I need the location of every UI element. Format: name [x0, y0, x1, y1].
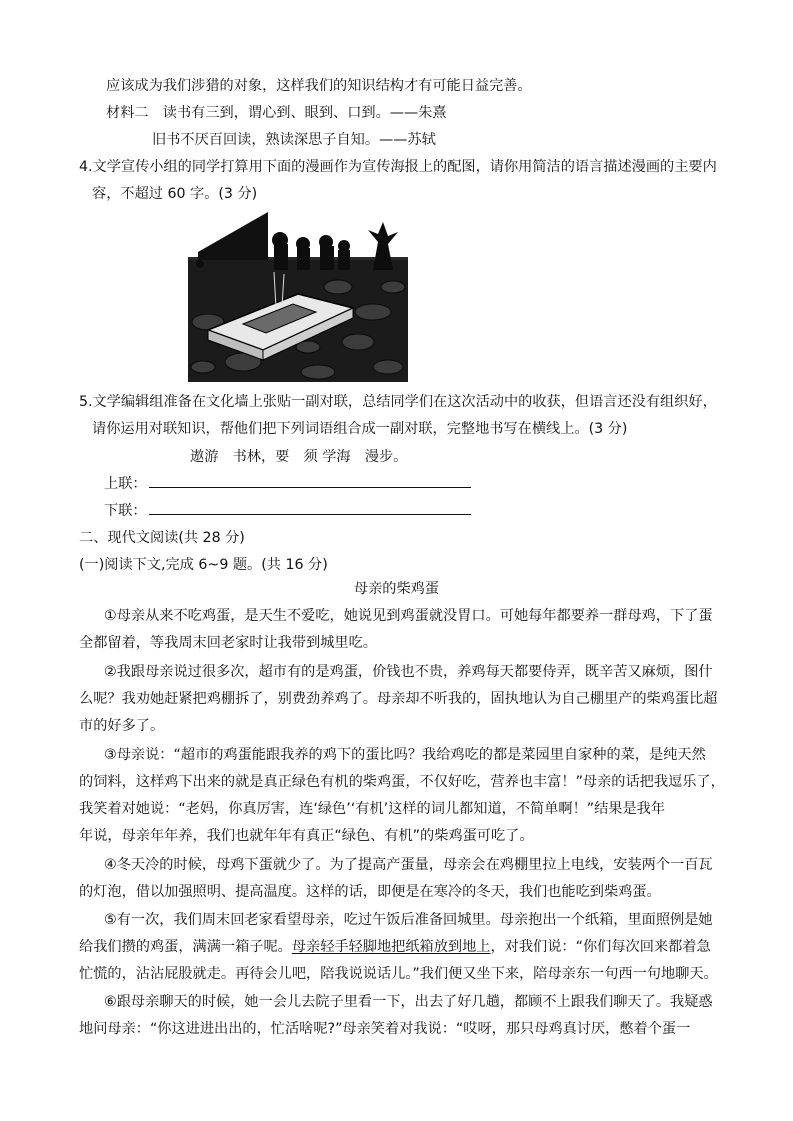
- paragraph-1-line-1: ①母亲从来不吃鸡蛋，是天生不爱吃，她说见到鸡蛋就没胃口。可她每年都要养一群母鸡，下了蛋: [104, 608, 713, 624]
- material-two-quote: 旧书不厌百回读，熟读深思子自知。——苏轼: [152, 132, 436, 148]
- paragraph-5-line-3: 忙慌的，沾沾屁股就走。再待会儿吧，陪我说说话儿。”我们便又坐下来，陪母亲东一句西一句地聊天。: [79, 966, 718, 982]
- paragraph-3-line-1: ③母亲说：“超市的鸡蛋能跟我养的鸡下的蛋比吗？我给鸡吃的都是菜园里自家种的菜，是纯天然: [104, 747, 706, 763]
- paragraph-3-line-3: 我笑着对她说：“老妈，你真厉害，连‘绿色’‘有机’这样的词儿都知道，不简单啊！”结果是我年: [79, 801, 666, 817]
- paragraph-3-line-4: 年说，母亲年年养，我们也就年年有真正“绿色、有机”的柴鸡蛋可吃了。: [79, 828, 534, 844]
- section-2-subheading: (一)阅读下文,完成 6~9 题。(共 16 分): [79, 557, 328, 573]
- paragraph-2-line-3: 市的好多了。: [79, 718, 165, 734]
- material-two-line: 材料二 读书有三到，谓心到、眼到、口到。——朱熹: [106, 105, 447, 121]
- paragraph-4-line-1: ④冬天冷的时候，母鸡下蛋就少了。为了提高产蛋量，母亲会在鸡棚里拉上电线，安装两个一百瓦: [104, 857, 713, 873]
- paragraph-5-text-b: ，对我们说：“你们每次回来都着急: [490, 939, 711, 955]
- lower-couplet-row: [104, 501, 471, 521]
- question-5-line-1: 5.文学编辑组准备在文化墙上张贴一副对联，总结同学们在这次活动中的收获，但语言还没有组织好，: [79, 394, 717, 410]
- paragraph-6-line-1: ⑥跟母亲聊天的时候，她一会儿去院子里看一下，出去了好几趟，都顾不上跟我们聊天了。我疑惑: [104, 994, 713, 1010]
- top-line-1: 应该成为我们涉猎的对象，这样我们的知识结构才有可能日益完善。: [106, 78, 532, 94]
- lower-couplet-label: 下联：: [104, 503, 147, 519]
- paragraph-5-underlined-sentence: 母亲轻手轻脚地把纸箱放到地上: [291, 939, 491, 955]
- paragraph-2-line-1: ②我跟母亲说过很多次，超市有的是鸡蛋，价钱也不贵，养鸡每天都要侍弄，既辛苦又麻烦，图什: [104, 664, 713, 680]
- question-4-line-1: 4.文学宣传小组的同学打算用下面的漫画作为宣传海报上的配图，请你用简洁的语言描述漫画的主要内: [79, 159, 717, 175]
- upper-couplet-row: [104, 474, 471, 494]
- lower-couplet-blank: [149, 501, 471, 515]
- question-5-words: 遨游 书林，要 须 学海 漫步。: [190, 449, 408, 465]
- comic-illustration: [188, 212, 408, 382]
- paragraph-6-line-2: 地问母亲：“你这进进出出的，忙活啥呢?”母亲笑着对我说：“哎呀，那只母鸡真讨厌，憋着个蛋一: [79, 1021, 691, 1037]
- question-5-line-2: 请你运用对联知识，帮他们把下列词语组合成一副对联，完整地书写在横线上。(3 分): [92, 421, 628, 437]
- paragraph-1-line-2: 全都留着，等我周末回老家时让我带到城里吃。: [79, 635, 377, 651]
- article-title: 母亲的柴鸡蛋: [353, 581, 440, 597]
- paragraph-5-text-a: 给我们攒的鸡蛋，满满一箱子呢。: [79, 939, 292, 955]
- paragraph-4-line-2: 的灯泡，借以加强照明、提高温度。这样的话，即便是在寒冷的冬天，我们也能吃到柴鸡蛋。: [79, 884, 661, 900]
- section-2-heading: 二、现代文阅读(共 28 分): [79, 530, 245, 546]
- upper-couplet-blank: [149, 474, 471, 488]
- paragraph-3-line-2: 的饲料，这样鸡下出来的就是真正绿色有机的柴鸡蛋，不仅好吃，营养也丰富！”母亲的话把我逗乐了，: [79, 774, 725, 790]
- paragraph-5-line-2: [79, 937, 711, 957]
- upper-couplet-label: 上联：: [104, 476, 147, 492]
- paragraph-2-line-2: 么呢？我劝她赶紧把鸡棚拆了，别费劲养鸡了。母亲却不听我的，固执地认为自己棚里产的柴鸡蛋比超: [79, 691, 718, 707]
- paragraph-5-line-1: ⑤有一次，我们周末回老家看望母亲，吃过午饭后准备回城里。母亲抱出一个纸箱，里面照例是她: [104, 912, 713, 928]
- question-4-line-2: 容，不超过 60 字。(3 分): [92, 186, 258, 202]
